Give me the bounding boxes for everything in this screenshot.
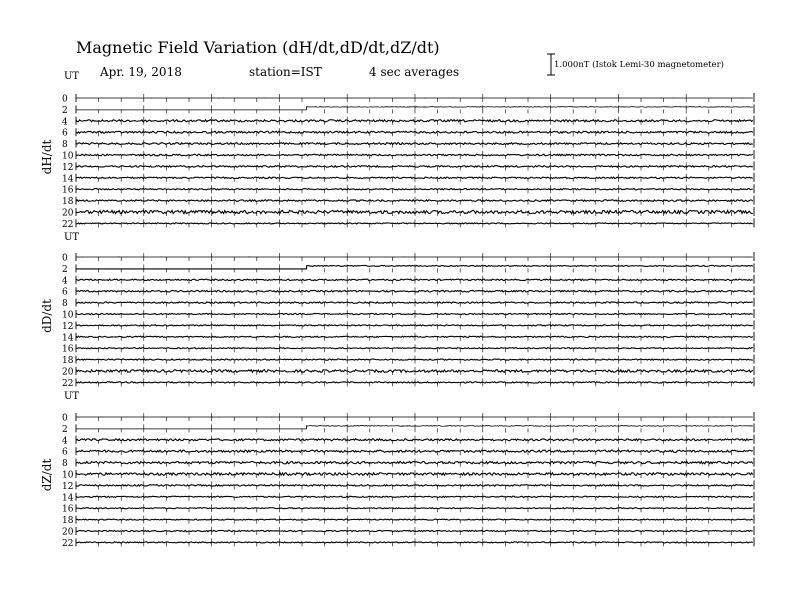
trace-row [62,93,754,105]
field-trace [76,370,753,373]
field-trace [76,508,753,509]
panel-dzdt [40,391,754,549]
field-trace [76,200,753,202]
trace-row [62,161,754,173]
ut-axis-label: UT [64,232,80,243]
trace-row [62,537,754,549]
row-hour-label: 18 [62,197,74,208]
chart-title: Magnetic Field Variation (dH/dt,dD/dt,dZ/dt) [76,38,440,57]
panel-dhdt [40,71,754,230]
row-hour-label: 0 [62,413,68,424]
field-trace [76,279,753,280]
row-hour-label: 6 [62,128,68,139]
panel-ylabel: dZ/dt [40,458,54,492]
field-trace [76,154,753,156]
field-trace [76,519,753,520]
panel-dddt [40,232,754,389]
trace-row [62,275,754,287]
field-trace [76,166,753,168]
trace-row [62,207,754,219]
row-hour-label: 22 [62,378,74,389]
scale-bar-label: 1.000nT (Istok Lemi-30 magnetometer) [554,60,724,70]
row-hour-label: 18 [62,516,74,527]
trace-row [62,480,754,492]
trace-row [62,377,754,389]
row-hour-label: 10 [62,470,74,481]
row-hour-label: 4 [62,117,68,128]
field-trace [76,302,753,303]
field-trace [76,485,753,486]
row-hour-label: 20 [62,367,74,378]
row-hour-label: 10 [62,310,74,321]
field-trace [76,336,753,337]
trace-row [62,355,754,367]
trace-row [62,412,754,424]
trace-row [62,469,754,481]
row-hour-label: 6 [62,447,68,458]
row-hour-label: 2 [62,424,68,435]
field-trace [76,177,753,178]
trace-row [62,150,754,162]
row-hour-label: 8 [62,299,68,310]
field-trace [76,450,753,452]
field-trace [76,382,753,383]
trace-row [62,127,754,139]
trace-row [62,196,754,208]
row-hour-label: 4 [62,276,68,287]
field-trace [76,348,753,349]
row-hour-label: 0 [62,253,68,264]
field-trace [76,189,753,190]
trace-row [62,252,754,264]
field-trace [76,426,753,429]
row-hour-label: 2 [62,105,68,116]
trace-row [62,173,754,185]
trace-row [62,309,754,321]
trace-row [62,320,754,332]
trace-row [62,286,754,298]
row-hour-label: 14 [62,493,74,504]
trace-row [62,104,754,116]
trace-row [62,366,754,378]
row-hour-label: 12 [62,321,74,332]
field-trace [76,325,753,326]
row-hour-label: 14 [62,174,74,185]
field-trace [76,223,753,224]
trace-row [62,526,754,538]
field-trace [76,496,753,497]
field-trace [76,143,753,145]
trace-row [62,184,754,196]
field-trace [76,210,753,213]
row-hour-label: 20 [62,208,74,219]
row-hour-label: 22 [62,219,74,230]
trace-row [62,435,754,447]
trace-row [62,458,754,470]
field-trace [76,473,753,476]
row-hour-label: 8 [62,140,68,151]
field-trace [76,313,753,314]
trace-row [62,492,754,504]
field-trace [76,120,753,122]
row-hour-label: 18 [62,356,74,367]
field-trace [76,107,753,110]
trace-row [62,332,754,344]
field-trace [76,131,753,133]
field-trace [76,265,753,269]
trace-row [62,515,754,527]
station-label: station=IST [249,65,322,79]
field-trace [76,290,753,292]
row-hour-label: 14 [62,333,74,344]
row-hour-label: 6 [62,287,68,298]
field-trace [76,461,753,463]
trace-row [62,423,754,435]
trace-row [62,116,754,128]
field-trace [76,439,753,441]
scale-bar [547,54,555,75]
trace-row [62,343,754,355]
row-hour-label: 16 [62,185,74,196]
trace-row [62,503,754,515]
trace-row [62,446,754,458]
panel-ylabel: dD/dt [40,299,54,333]
row-hour-label: 12 [62,162,74,173]
row-hour-label: 20 [62,527,74,538]
averaging-label: 4 sec averages [369,65,460,79]
row-hour-label: 4 [62,436,68,447]
panel-ylabel: dH/dt [40,139,54,175]
field-trace [76,530,753,531]
row-hour-label: 12 [62,481,74,492]
trace-row [62,218,754,230]
row-hour-label: 10 [62,151,74,162]
row-hour-label: 16 [62,504,74,515]
field-trace [76,542,753,543]
row-hour-label: 22 [62,538,74,549]
field-trace [76,359,753,360]
row-hour-label: 2 [62,264,68,275]
ut-axis-label: UT [64,71,80,82]
row-hour-label: 0 [62,94,68,105]
trace-row [62,263,754,275]
trace-row [62,298,754,310]
date-label: Apr. 19, 2018 [100,65,182,79]
row-hour-label: 16 [62,344,74,355]
ut-axis-label: UT [64,391,80,402]
trace-row [62,139,754,151]
row-hour-label: 8 [62,459,68,470]
